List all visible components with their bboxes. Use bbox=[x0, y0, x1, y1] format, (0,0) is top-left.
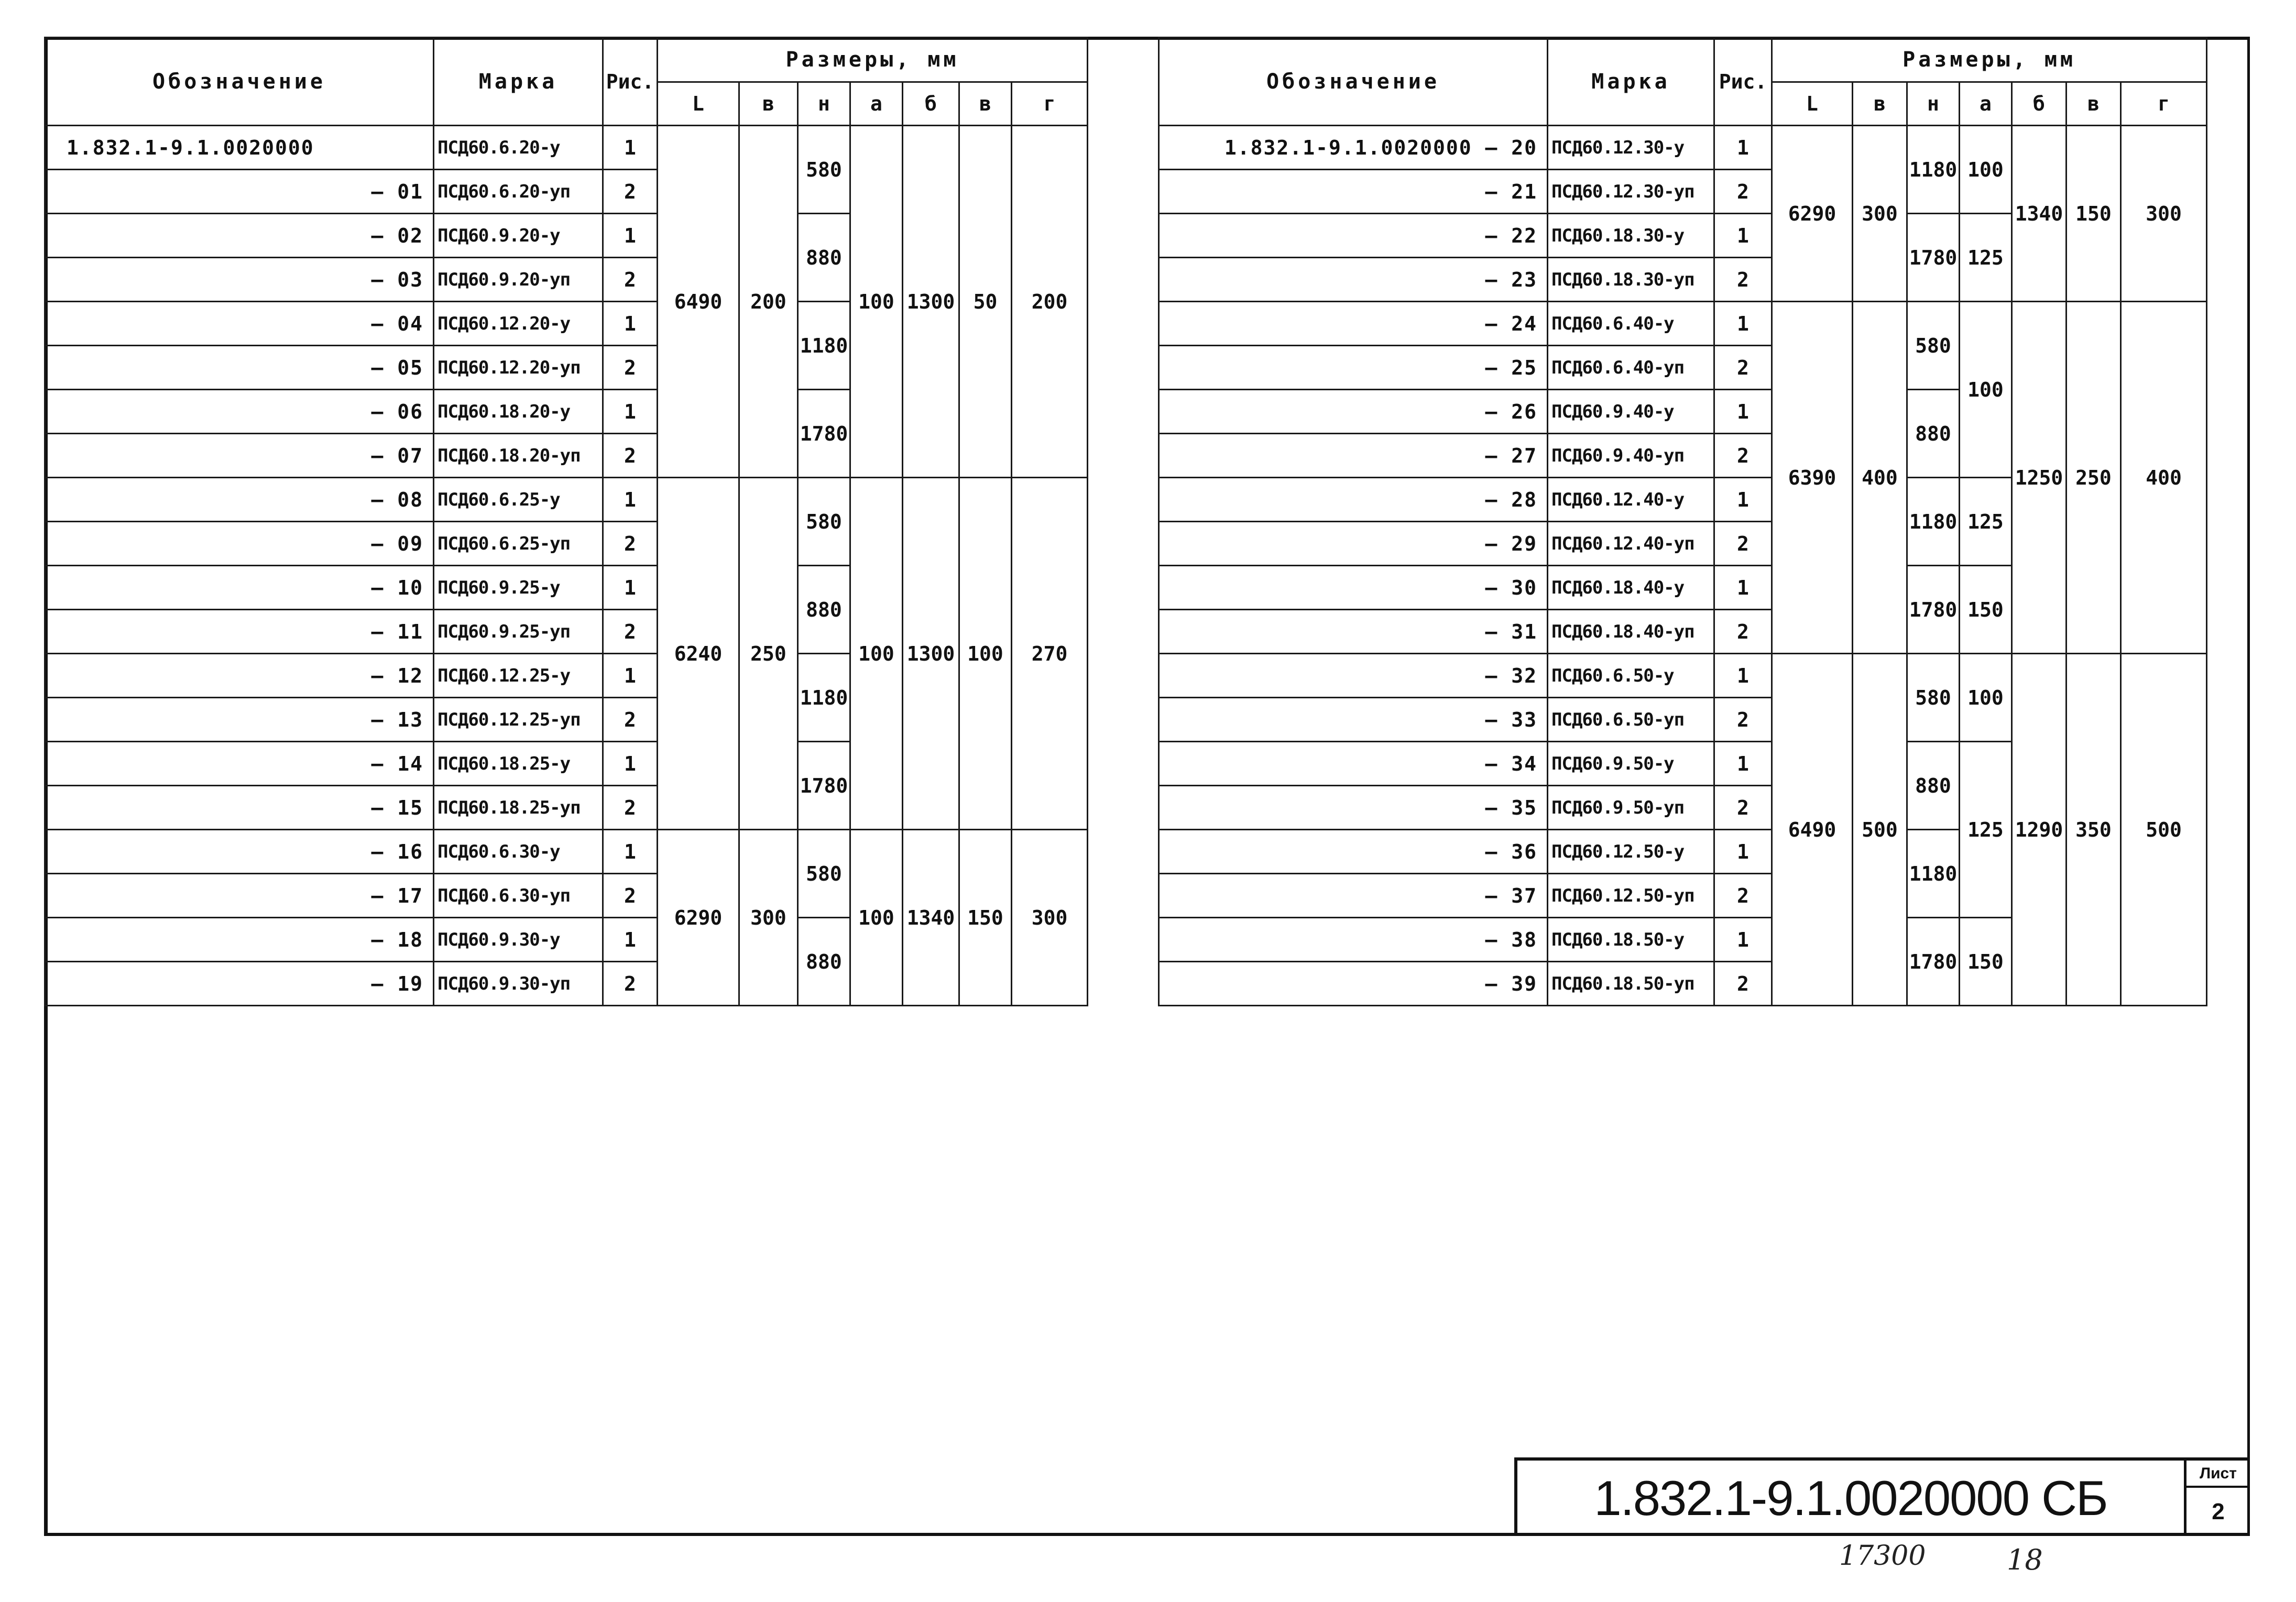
header-fig: Рис. bbox=[603, 38, 658, 126]
dim-bb-cell: 1340 bbox=[2012, 126, 2067, 302]
table-row bbox=[45, 126, 1088, 170]
header-dim-L: L bbox=[1772, 82, 1853, 126]
fig-cell: 1 bbox=[603, 390, 658, 434]
designation-cell: – 22 bbox=[1159, 214, 1548, 258]
designation-cell: – 26 bbox=[1159, 390, 1548, 434]
dim-g-cell: 500 bbox=[2121, 654, 2207, 1006]
dim-L-cell: 6240 bbox=[658, 478, 739, 830]
fig-cell: 1 bbox=[1714, 566, 1772, 610]
fig-cell: 2 bbox=[1714, 962, 1772, 1006]
mark-cell: ПСД60.9.50-у bbox=[1548, 742, 1714, 786]
mark-cell: ПСД60.12.50-уп bbox=[1548, 874, 1714, 918]
mark-cell: ПСД60.9.25-у bbox=[434, 566, 603, 610]
mark-cell: ПСД60.18.20-у bbox=[434, 390, 603, 434]
dim-h-cell: 1780 bbox=[798, 390, 850, 478]
designation-cell: – 12 bbox=[45, 654, 434, 698]
fig-cell: 2 bbox=[603, 698, 658, 742]
mark-cell: ПСД60.6.40-у bbox=[1548, 302, 1714, 346]
designation-cell: – 24 bbox=[1159, 302, 1548, 346]
table-row bbox=[1159, 126, 2207, 170]
mark-cell: ПСД60.12.50-у bbox=[1548, 830, 1714, 874]
header-dim-bb: б bbox=[903, 82, 959, 126]
header-dim-b: в bbox=[1853, 82, 1907, 126]
dim-a-cell: 150 bbox=[1960, 566, 2012, 654]
dim-L-cell: 6390 bbox=[1772, 302, 1853, 654]
fig-cell: 2 bbox=[603, 874, 658, 918]
mark-cell: ПСД60.6.50-у bbox=[1548, 654, 1714, 698]
table-row bbox=[45, 478, 1088, 522]
dim-b-cell: 250 bbox=[739, 478, 798, 830]
mark-cell: ПСД60.9.40-уп bbox=[1548, 434, 1714, 478]
mark-cell: ПСД60.12.25-уп bbox=[434, 698, 603, 742]
fig-cell: 1 bbox=[603, 302, 658, 346]
header-dim-bb: б bbox=[2012, 82, 2067, 126]
dim-L-cell: 6490 bbox=[658, 126, 739, 478]
fig-cell: 1 bbox=[603, 654, 658, 698]
inventory-number: 17300 bbox=[1839, 1540, 1926, 1572]
mark-cell: ПСД60.9.50-уп bbox=[1548, 786, 1714, 830]
mark-cell: ПСД60.9.30-у bbox=[434, 918, 603, 962]
fig-cell: 2 bbox=[603, 346, 658, 390]
spec-table-right bbox=[1158, 37, 2207, 1006]
dim-v-cell: 150 bbox=[2067, 126, 2121, 302]
fig-cell: 1 bbox=[603, 566, 658, 610]
mark-cell: ПСД60.12.20-у bbox=[434, 302, 603, 346]
fig-cell: 1 bbox=[1714, 214, 1772, 258]
designation-cell: – 37 bbox=[1159, 874, 1548, 918]
fig-cell: 1 bbox=[603, 478, 658, 522]
sheet-label: Лист bbox=[2186, 1461, 2250, 1488]
dim-b-cell: 300 bbox=[739, 830, 798, 1006]
mark-cell: ПСД60.18.30-уп bbox=[1548, 258, 1714, 302]
spec-table-left bbox=[44, 37, 1088, 1006]
designation-cell: – 32 bbox=[1159, 654, 1548, 698]
designation-cell: – 04 bbox=[45, 302, 434, 346]
dim-h-cell: 880 bbox=[798, 918, 850, 1006]
designation-cell: – 29 bbox=[1159, 522, 1548, 566]
dim-bb-cell: 1300 bbox=[903, 126, 959, 478]
dim-g-cell: 300 bbox=[1012, 830, 1088, 1006]
dim-a-cell: 100 bbox=[850, 830, 903, 1006]
dim-b-cell: 300 bbox=[1853, 126, 1907, 302]
dim-v-cell: 50 bbox=[959, 126, 1012, 478]
mark-cell: ПСД60.6.20-у bbox=[434, 126, 603, 170]
dim-h-cell: 1780 bbox=[798, 742, 850, 830]
designation-cell: – 13 bbox=[45, 698, 434, 742]
dim-a-cell: 100 bbox=[1960, 302, 2012, 478]
mark-cell: ПСД60.12.30-у bbox=[1548, 126, 1714, 170]
document-code: 1.832.1-9.1.0020000 СБ bbox=[1594, 1471, 2107, 1526]
dim-g-cell: 270 bbox=[1012, 478, 1088, 830]
fig-cell: 2 bbox=[603, 786, 658, 830]
mark-cell: ПСД60.9.20-у bbox=[434, 214, 603, 258]
designation-cell: – 02 bbox=[45, 214, 434, 258]
table-row bbox=[1159, 654, 2207, 698]
fig-cell: 2 bbox=[603, 962, 658, 1006]
mark-cell: ПСД60.9.30-уп bbox=[434, 962, 603, 1006]
designation-cell: – 07 bbox=[45, 434, 434, 478]
designation-cell: – 33 bbox=[1159, 698, 1548, 742]
designation-cell: – 11 bbox=[45, 610, 434, 654]
dim-L-cell: 6290 bbox=[658, 830, 739, 1006]
dim-g-cell: 200 bbox=[1012, 126, 1088, 478]
fig-cell: 1 bbox=[1714, 390, 1772, 434]
header-sizes: Размеры, мм bbox=[1772, 38, 2207, 82]
header-dim-a: а bbox=[850, 82, 903, 126]
designation-cell: – 09 bbox=[45, 522, 434, 566]
dim-a-cell: 100 bbox=[1960, 654, 2012, 742]
dim-h-cell: 1180 bbox=[798, 654, 850, 742]
fig-cell: 1 bbox=[603, 214, 658, 258]
table-row bbox=[1159, 302, 2207, 346]
fig-cell: 2 bbox=[603, 258, 658, 302]
fig-cell: 1 bbox=[603, 918, 658, 962]
header-dim-g: г bbox=[2121, 82, 2207, 126]
fig-cell: 2 bbox=[1714, 170, 1772, 214]
fig-cell: 2 bbox=[1714, 522, 1772, 566]
dim-h-cell: 580 bbox=[798, 830, 850, 918]
fig-cell: 1 bbox=[1714, 126, 1772, 170]
mark-cell: ПСД60.12.40-уп bbox=[1548, 522, 1714, 566]
dim-a-cell: 100 bbox=[850, 478, 903, 830]
header-fig: Рис. bbox=[1714, 38, 1772, 126]
title-stamp bbox=[1514, 1457, 2250, 1536]
header-dim-v: в bbox=[2067, 82, 2121, 126]
sheet-box bbox=[2184, 1461, 2250, 1536]
dim-h-cell: 580 bbox=[1907, 302, 1960, 390]
dim-L-cell: 6490 bbox=[1772, 654, 1853, 1006]
header-mark: Марка bbox=[434, 38, 603, 126]
dim-h-cell: 1180 bbox=[1907, 126, 1960, 214]
mark-cell: ПСД60.12.25-у bbox=[434, 654, 603, 698]
fig-cell: 2 bbox=[1714, 874, 1772, 918]
table-row bbox=[45, 830, 1088, 874]
mark-cell: ПСД60.6.30-уп bbox=[434, 874, 603, 918]
mark-cell: ПСД60.18.20-уп bbox=[434, 434, 603, 478]
designation-cell: – 19 bbox=[45, 962, 434, 1006]
header-dim-g: г bbox=[1012, 82, 1088, 126]
sheet-number: 2 bbox=[2212, 1499, 2225, 1524]
designation-cell: – 35 bbox=[1159, 786, 1548, 830]
dim-a-cell: 150 bbox=[1960, 918, 2012, 1006]
designation-cell: 1.832.1-9.1.0020000 – 20 bbox=[1159, 126, 1548, 170]
mark-cell: ПСД60.12.40-у bbox=[1548, 478, 1714, 522]
header-sizes: Размеры, мм bbox=[658, 38, 1088, 82]
designation-cell: – 38 bbox=[1159, 918, 1548, 962]
dim-a-cell: 125 bbox=[1960, 742, 2012, 918]
dim-g-cell: 400 bbox=[2121, 302, 2207, 654]
designation-cell: – 28 bbox=[1159, 478, 1548, 522]
header-mark: Марка bbox=[1548, 38, 1714, 126]
dim-b-cell: 500 bbox=[1853, 654, 1907, 1006]
header-dim-h: н bbox=[798, 82, 850, 126]
dim-L-cell: 6290 bbox=[1772, 126, 1853, 302]
designation-cell: 1.832.1-9.1.0020000 bbox=[45, 126, 434, 170]
mark-cell: ПСД60.9.40-у bbox=[1548, 390, 1714, 434]
dim-h-cell: 580 bbox=[798, 126, 850, 214]
designation-cell: – 08 bbox=[45, 478, 434, 522]
dim-a-cell: 125 bbox=[1960, 478, 2012, 566]
fig-cell: 1 bbox=[1714, 654, 1772, 698]
dim-h-cell: 1180 bbox=[798, 302, 850, 390]
designation-cell: – 30 bbox=[1159, 566, 1548, 610]
designation-cell: – 18 bbox=[45, 918, 434, 962]
dim-v-cell: 150 bbox=[959, 830, 1012, 1006]
mark-cell: ПСД60.6.25-у bbox=[434, 478, 603, 522]
fig-cell: 2 bbox=[1714, 346, 1772, 390]
fig-cell: 1 bbox=[603, 830, 658, 874]
dim-h-cell: 1180 bbox=[1907, 830, 1960, 918]
designation-cell: – 03 bbox=[45, 258, 434, 302]
mark-cell: ПСД60.6.30-у bbox=[434, 830, 603, 874]
designation-cell: – 14 bbox=[45, 742, 434, 786]
designation-cell: – 10 bbox=[45, 566, 434, 610]
designation-cell: – 15 bbox=[45, 786, 434, 830]
designation-cell: – 17 bbox=[45, 874, 434, 918]
fig-cell: 1 bbox=[603, 742, 658, 786]
mark-cell: ПСД60.12.30-уп bbox=[1548, 170, 1714, 214]
designation-cell: – 36 bbox=[1159, 830, 1548, 874]
fig-cell: 1 bbox=[1714, 918, 1772, 962]
mark-cell: ПСД60.18.50-уп bbox=[1548, 962, 1714, 1006]
dim-h-cell: 580 bbox=[798, 478, 850, 566]
designation-cell: – 27 bbox=[1159, 434, 1548, 478]
designation-cell: – 16 bbox=[45, 830, 434, 874]
designation-cell: – 39 bbox=[1159, 962, 1548, 1006]
dim-v-cell: 250 bbox=[2067, 302, 2121, 654]
designation-cell: – 23 bbox=[1159, 258, 1548, 302]
fig-cell: 2 bbox=[1714, 786, 1772, 830]
dim-v-cell: 100 bbox=[959, 478, 1012, 830]
fig-cell: 2 bbox=[1714, 434, 1772, 478]
header-designation: Обозначение bbox=[1159, 38, 1548, 126]
mark-cell: ПСД60.18.40-у bbox=[1548, 566, 1714, 610]
fig-cell: 2 bbox=[603, 610, 658, 654]
designation-cell: – 01 bbox=[45, 170, 434, 214]
designation-cell: – 31 bbox=[1159, 610, 1548, 654]
mark-cell: ПСД60.6.40-уп bbox=[1548, 346, 1714, 390]
mark-cell: ПСД60.9.25-уп bbox=[434, 610, 603, 654]
dim-v-cell: 350 bbox=[2067, 654, 2121, 1006]
mark-cell: ПСД60.6.25-уп bbox=[434, 522, 603, 566]
header-dim-a: а bbox=[1960, 82, 2012, 126]
designation-cell: – 21 bbox=[1159, 170, 1548, 214]
fig-cell: 1 bbox=[1714, 302, 1772, 346]
dim-h-cell: 1180 bbox=[1907, 478, 1960, 566]
header-dim-v: в bbox=[959, 82, 1012, 126]
designation-cell: – 25 bbox=[1159, 346, 1548, 390]
dim-h-cell: 1780 bbox=[1907, 918, 1960, 1006]
fig-cell: 2 bbox=[603, 434, 658, 478]
mark-cell: ПСД60.18.25-у bbox=[434, 742, 603, 786]
dim-a-cell: 100 bbox=[1960, 126, 2012, 214]
mark-cell: ПСД60.18.50-у bbox=[1548, 918, 1714, 962]
dim-h-cell: 880 bbox=[798, 566, 850, 654]
dim-b-cell: 400 bbox=[1853, 302, 1907, 654]
mark-cell: ПСД60.18.30-у bbox=[1548, 214, 1714, 258]
designation-cell: – 34 bbox=[1159, 742, 1548, 786]
dim-h-cell: 880 bbox=[1907, 742, 1960, 830]
mark-cell: ПСД60.9.20-уп bbox=[434, 258, 603, 302]
designation-cell: – 05 bbox=[45, 346, 434, 390]
dim-g-cell: 300 bbox=[2121, 126, 2207, 302]
fig-cell: 2 bbox=[603, 170, 658, 214]
dim-h-cell: 880 bbox=[798, 214, 850, 302]
fig-cell: 1 bbox=[1714, 742, 1772, 786]
fig-cell: 2 bbox=[1714, 258, 1772, 302]
mark-cell: ПСД60.18.40-уп bbox=[1548, 610, 1714, 654]
fig-cell: 1 bbox=[603, 126, 658, 170]
dim-bb-cell: 1250 bbox=[2012, 302, 2067, 654]
fig-cell: 1 bbox=[1714, 478, 1772, 522]
dim-a-cell: 125 bbox=[1960, 214, 2012, 302]
dim-a-cell: 100 bbox=[850, 126, 903, 478]
dim-h-cell: 1780 bbox=[1907, 214, 1960, 302]
dim-h-cell: 1780 bbox=[1907, 566, 1960, 654]
dim-bb-cell: 1290 bbox=[2012, 654, 2067, 1006]
dim-h-cell: 580 bbox=[1907, 654, 1960, 742]
fig-cell: 1 bbox=[1714, 830, 1772, 874]
mark-cell: ПСД60.18.25-уп bbox=[434, 786, 603, 830]
copy-number: 18 bbox=[2007, 1543, 2043, 1576]
header-dim-L: L bbox=[658, 82, 739, 126]
dim-b-cell: 200 bbox=[739, 126, 798, 478]
dim-bb-cell: 1300 bbox=[903, 478, 959, 830]
dim-bb-cell: 1340 bbox=[903, 830, 959, 1006]
mark-cell: ПСД60.12.20-уп bbox=[434, 346, 603, 390]
mark-cell: ПСД60.6.20-уп bbox=[434, 170, 603, 214]
dim-h-cell: 880 bbox=[1907, 390, 1960, 478]
mark-cell: ПСД60.6.50-уп bbox=[1548, 698, 1714, 742]
designation-cell: – 06 bbox=[45, 390, 434, 434]
header-designation: Обозначение bbox=[45, 38, 434, 126]
header-dim-b: в bbox=[739, 82, 798, 126]
header-dim-h: н bbox=[1907, 82, 1960, 126]
fig-cell: 2 bbox=[1714, 610, 1772, 654]
fig-cell: 2 bbox=[1714, 698, 1772, 742]
fig-cell: 2 bbox=[603, 522, 658, 566]
